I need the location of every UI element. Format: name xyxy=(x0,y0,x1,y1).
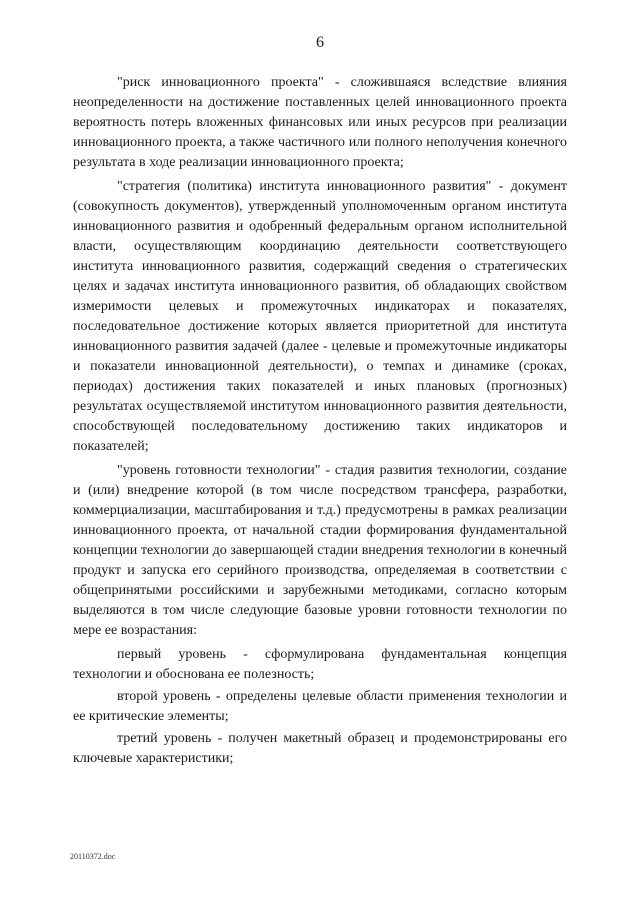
level-two-item: второй уровень - определены целевые области применения технологии и ее критические элементы; xyxy=(73,689,567,724)
paragraph-readiness-definition: "уровень готовности технологии" - стадия развития технологии, создание и (или) внедрение которой (в том числе посредством трансфера, разработки, коммерциализации, масштабирования и т.д.) предусмотрены в рамках реализации инновационного проекта, от начальной стадии формирования фундаментальной концепции технологии до завершающей стадии внедрения технологии в конечный продукт и запуска его серийного производства, определяемая в соответствии с общепринятыми российскими и зарубежными методиками, согласно которым выделяются в том числе следующие базовые уровни готовности технологии по мере ее возрастания: xyxy=(73,463,567,638)
paragraph-risk-definition: "риск инновационного проекта" - сложившаяся вследствие влияния неопределенности на достижение поставленных целей инновационного проекта вероятность потерь вложенных финансовых или иных ресурсов при реализации инновационного проекта, а также частичного или полного неполучения конечного результата в ходе реализации инновационного проекта; xyxy=(73,75,567,170)
document-body xyxy=(73,73,567,771)
level-three-item: третий уровень - получен макетный образец и продемонстрированы его ключевые характеристики; xyxy=(73,731,567,766)
paragraph-strategy-definition: "стратегия (политика) института инновационного развития" - документ (совокупность документов), утвержденный уполномоченным органом института инновационного развития и одобренный федеральным органом исполнительной власти, осуществляющим координацию деятельности соответствующего института инновационного развития, содержащий сведения о стратегических целях и задачах института инновационного развития, об обладающих свойством измеримости целевых и промежуточных индикаторах и показателях, последовательное достижение которых является приоритетной для института инновационного развития задачей (далее - целевые и промежуточные индикаторы и показатели инновационной деятельности), о темпах и динамике (сроках, периодах) достижения таких показателей и иных плановых (прогнозных) результатах осуществляемой институтом инновационного развития деятельности, способствующей последовательному достижению таких индикаторов и показателей; xyxy=(73,179,567,454)
level-one-item: первый уровень - сформулирована фундаментальная концепция технологии и обоснована ее полезность; xyxy=(73,647,567,682)
document-file-code: 20110372.doc xyxy=(70,852,116,861)
page-number: 6 xyxy=(316,34,324,51)
